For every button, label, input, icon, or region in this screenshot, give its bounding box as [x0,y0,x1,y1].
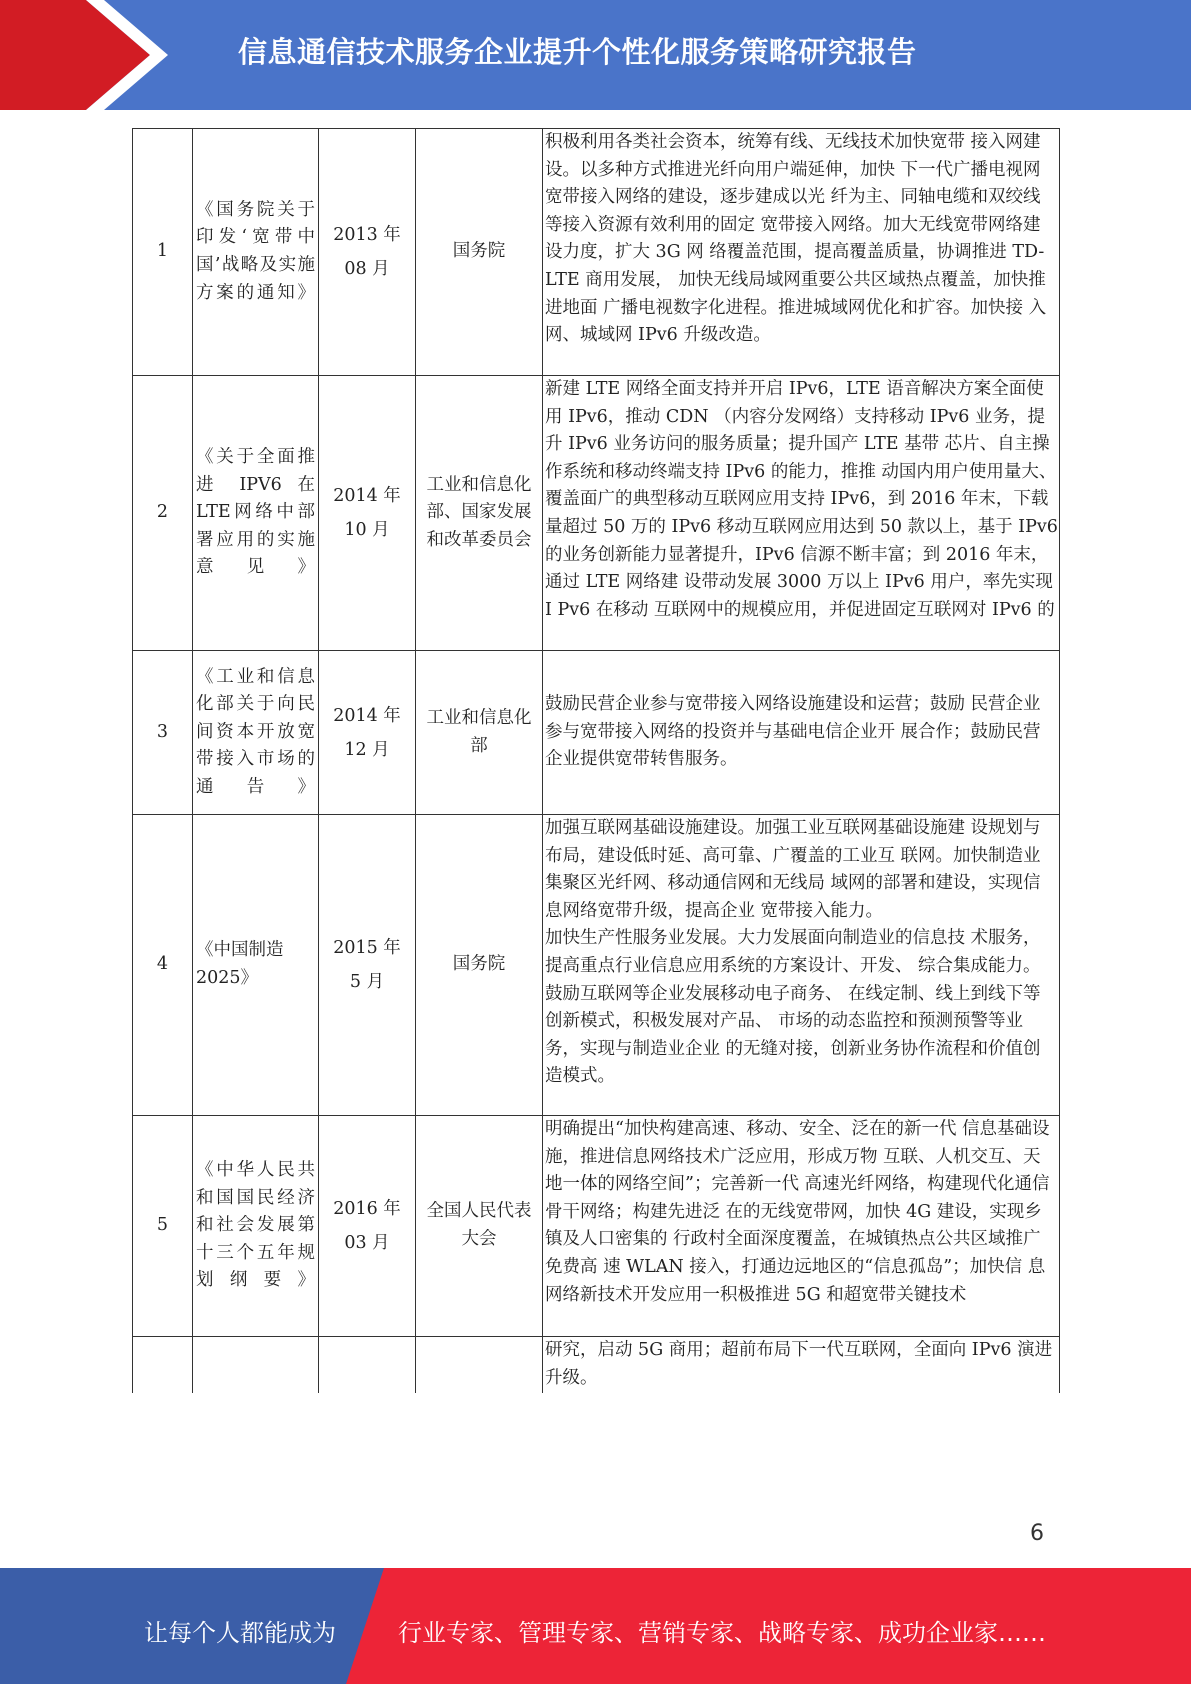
issuing-department: 工业和信息化部、国家发展和改革委员会 [416,376,543,651]
row-number: 3 [133,651,193,815]
issue-date: 2014 年 10 月 [319,376,416,651]
policy-content [543,1116,1060,1337]
policy-content: 加强互联网基础设施建设。加强工业互联网基础设施建 设规划与布局，建设低时延、高可靠、广覆盖的工业互 联网。加快制造业集聚区光纤网、移动通信网和无线局 域网的部署和建设，实现信息网络宽带升级，提高企业 宽带接入能力。 加快生产性服务业发展。大力发展面向制造业的信息技 术服务，提高重点行业信息应用系统的方案设计、开发、 综合集成能力。鼓励互联网等企业发展移动电子商务、 在线定制、线上到线下等创新模式，积极发展对产品、 市场的动态监控和预测预警等业务，实现与制造业企业 的无缝对接，创新业务协作流程和价值创造模式。 [543,815,1060,1116]
issuing-department: 国务院 [416,815,543,1116]
policy-content: 鼓励民营企业参与宽带接入网络设施建设和运营；鼓励 民营企业参与宽带接入网络的投资并与基础电信企业开 展合作；鼓励民营企业提供宽带转售服务。 [543,651,1060,815]
policy-title: 《工业和信息化部关于向民间资本开放宽带接入市场的 通告》 [193,651,319,815]
row-number: 5 [133,1116,193,1337]
footer-slogan-left: 让每个人都能成为 [144,1619,336,1647]
table-row [133,651,1060,815]
issuing-department: 全国人民代表大会 [416,1116,543,1337]
page-header [0,0,1191,110]
issuing-department: 国务院 [416,129,543,376]
policy-title: 《关于全面推进 IPV6 在LTE网络中部署应用的实施意见》 [193,376,319,651]
policy-title: 《中国制造2025》 [193,815,319,1116]
table-row [133,129,1060,376]
table-row [133,815,1060,1116]
page-footer [0,1568,1191,1684]
policy-content [543,376,1060,651]
table-row [133,1337,1060,1393]
policy-content-text: 明确提出“加快构建高速、移动、安全、泛在的新一代 信息基础设施，推进信息网络技术广泛应用，形成万物 互联、人机交互、天地一体的网络空间”；完善新一代 高速光纤网络，构建现代化通信骨干网络；构建先进泛 在的无线宽带网，加快 4G 建设，实现乡镇及人口密集的 行政村全面深度覆盖，在城镇热点公共区域推广免费高 速 WLAN 接入，打通边远地区的“信息孤岛”；加快信 息网络新技术开发应用一积极推进 5G 和超宽带关键技术 [545,1119,1050,1305]
table-row [133,1116,1060,1337]
document-title: 信息通信技术服务企业提升个性化服务策略研究报告 [238,35,917,69]
row-number [133,1337,193,1393]
policy-title: 《国务院关于印发‘宽带中国’战略及实施方案的通知》 [193,129,319,376]
policy-content: 研究，启动 5G 商用；超前布局下一代互联网，全面向 IPv6 演进升级。 [543,1337,1060,1393]
policy-content-text: 新建 LTE 网络全面支持并开启 IPv6，LTE 语音解决方案全面使用 IPv6，推动 CDN （内容分发网络）支持移动 IPv6 业务，提升 IPv6 业务访问的服务质量；提升国产 LTE 基带 芯片、自主操作系统和移动终端支持 IPv6 的能力，推推 动国内用户使用量大、覆盖面广的典型移动互联网应用支持 IPv6，到 2016 年末，下载量超过 50 万的 IPv6 移动互联网应用达到 50 款以上，基于 IPv6 的业务创新能力显著提升，IPv6 信源不断丰富；到 2016 年末，通过 LTE 网络建 设带动发展 3000 万以上 IPv6 用户，率先实现 I Pv6 在移动 互联网中的规模应用，并促进固定互联网对 IPv6 的 [545,379,1058,620]
issuing-department [416,1337,543,1393]
policy-title: 《中华人民共和国国民经济和社会发展第十三个五年规划纲要》 [193,1116,319,1337]
issue-date: 2014 年 12 月 [319,651,416,815]
row-number: 4 [133,815,193,1116]
policy-content: 积极利用各类社会资本，统筹有线、无线技术加快宽带 接入网建设。以多种方式推进光纤向用户端延伸，加快 下一代广播电视网宽带接入网络的建设，逐步建成以光 纤为主、同轴电缆和双绞线等接入资源有效利用的固定 宽带接入网络。加大无线宽带网络建设力度，扩大 3G 网 络覆盖范围，提高覆盖质量，协调推进 TD-LTE 商用发展， 加快无线局域网重要公共区域热点覆盖，加快推进地面 广播电视数字化进程。推进城域网优化和扩容。加快接 入网、城域网 IPv6 升级改造。 [543,129,1060,376]
issue-date: 2015 年 5 月 [319,815,416,1116]
page-number: 6 [1030,1521,1044,1546]
row-number: 1 [133,129,193,376]
issue-date: 2016 年 03 月 [319,1116,416,1337]
footer-slogan-right: 行业专家、管理专家、营销专家、战略专家、成功企业家…… [398,1619,1046,1647]
table-row [133,376,1060,651]
issue-date: 2013 年 08 月 [319,129,416,376]
issuing-department: 工业和信息化部 [416,651,543,815]
issue-date [319,1337,416,1393]
policy-table [132,128,1060,1393]
policy-title [193,1337,319,1393]
row-number: 2 [133,376,193,651]
